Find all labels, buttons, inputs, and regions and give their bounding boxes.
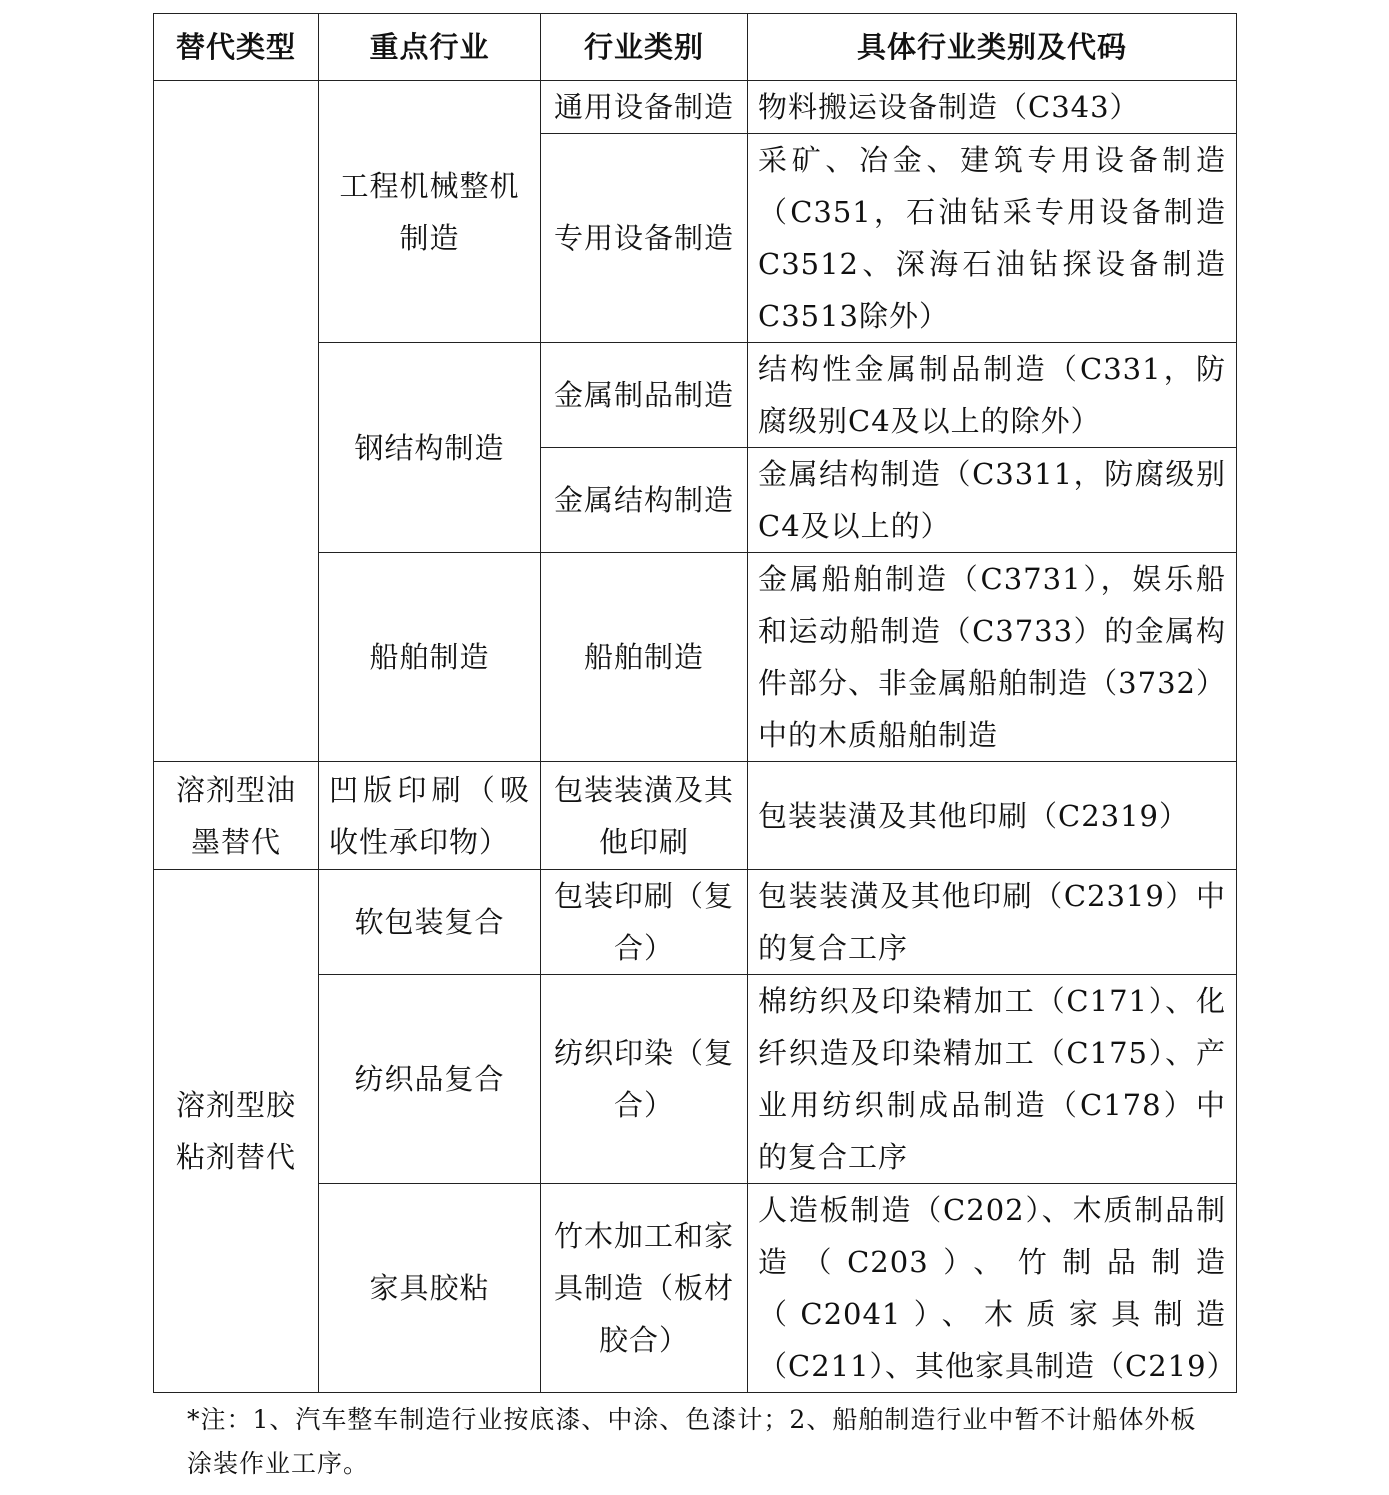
type-cell: 溶剂型油墨替代 bbox=[154, 762, 319, 870]
table-row bbox=[154, 81, 1237, 134]
category-cell: 包装印刷（复合） bbox=[541, 870, 748, 975]
type-cell-empty bbox=[154, 81, 319, 762]
category-cell: 专用设备制造 bbox=[541, 134, 748, 343]
category-cell: 竹木加工和家具制造（板材胶合） bbox=[541, 1184, 748, 1393]
detail-cell: 采矿、冶金、建筑专用设备制造（C351，石油钻采专用设备制造C3512、深海石油钻探设备制造C3513除外） bbox=[748, 134, 1237, 343]
header-key-industry: 重点行业 bbox=[319, 14, 541, 81]
industry-cell: 凹版印刷（吸收性承印物） bbox=[319, 762, 541, 870]
table-row bbox=[154, 870, 1237, 975]
type-cell: 溶剂型胶粘剂替代 bbox=[154, 870, 319, 1393]
industry-cell: 软包装复合 bbox=[319, 870, 541, 975]
detail-cell: 棉纺织及印染精加工（C171）、化纤织造及印染精加工（C175）、产业用纺织制成品制造（C178）中的复合工序 bbox=[748, 975, 1237, 1184]
category-cell: 金属制品制造 bbox=[541, 343, 748, 448]
detail-cell: 人造板制造（C202）、木质制品制造（C203）、竹制品制造（C2041）、木质家具制造（C211）、其他家具制造（C219） bbox=[748, 1184, 1237, 1393]
industry-cell: 船舶制造 bbox=[319, 553, 541, 762]
detail-cell: 金属结构制造（C3311，防腐级别C4及以上的） bbox=[748, 448, 1237, 553]
table-row bbox=[154, 762, 1237, 870]
detail-cell: 物料搬运设备制造（C343） bbox=[748, 81, 1237, 134]
category-cell: 金属结构制造 bbox=[541, 448, 748, 553]
industry-cell: 钢结构制造 bbox=[319, 343, 541, 553]
category-cell: 包装装潢及其他印刷 bbox=[541, 762, 748, 870]
detail-cell: 包装装潢及其他印刷（C2319）中的复合工序 bbox=[748, 870, 1237, 975]
header-specific-category-code: 具体行业类别及代码 bbox=[748, 14, 1237, 81]
category-cell: 船舶制造 bbox=[541, 553, 748, 762]
footnote: *注：1、汽车整车制造行业按底漆、中涂、色漆计；2、船舶制造行业中暂不计船体外板涂装作业工序。 bbox=[187, 1405, 1197, 1478]
industry-cell: 工程机械整机制造 bbox=[319, 81, 541, 343]
category-cell: 纺织印染（复合） bbox=[541, 975, 748, 1184]
header-replacement-type: 替代类型 bbox=[154, 14, 319, 81]
industry-table bbox=[153, 13, 1237, 1393]
detail-cell: 金属船舶制造（C3731），娱乐船和运动船制造（C3733）的金属构件部分、非金属船舶制造（3732）中的木质船舶制造 bbox=[748, 553, 1237, 762]
category-cell: 通用设备制造 bbox=[541, 81, 748, 134]
detail-cell: 结构性金属制品制造（C331，防腐级别C4及以上的除外） bbox=[748, 343, 1237, 448]
industry-cell: 纺织品复合 bbox=[319, 975, 541, 1184]
industry-cell: 家具胶粘 bbox=[319, 1184, 541, 1393]
table-header-row bbox=[154, 14, 1237, 81]
detail-cell: 包装装潢及其他印刷（C2319） bbox=[748, 762, 1237, 870]
header-industry-category: 行业类别 bbox=[541, 14, 748, 81]
